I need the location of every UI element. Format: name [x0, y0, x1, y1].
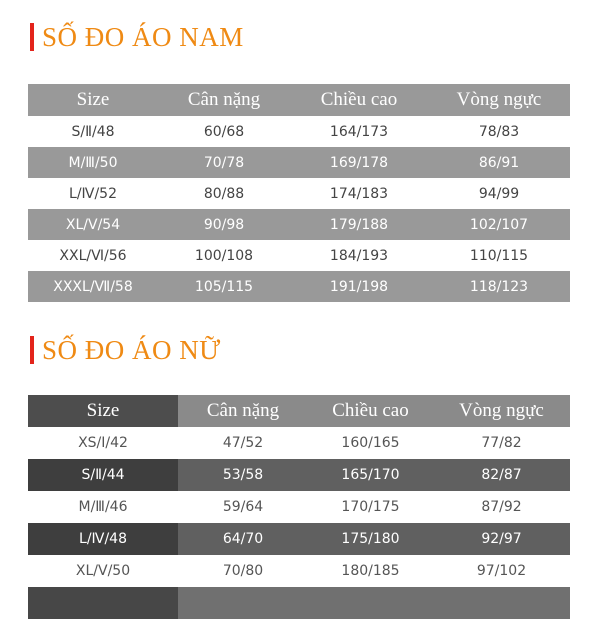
- cell-size: L/Ⅳ/48: [28, 523, 178, 555]
- cell-size: M/Ⅲ/50: [28, 147, 158, 178]
- table-row: [28, 178, 570, 209]
- header-height: Chiều cao: [308, 395, 433, 427]
- table-row: [28, 427, 570, 459]
- cell-chest: 86/91: [428, 147, 570, 178]
- cell-height: 164/173: [329, 123, 389, 140]
- table-header-row: [28, 395, 570, 427]
- table-row: [28, 459, 570, 491]
- cell-weight: 60/68: [203, 123, 245, 140]
- cell-chest: 92/97: [433, 523, 570, 555]
- cell-chest: 94/99: [478, 185, 520, 202]
- cell-height: 180/185: [341, 563, 400, 579]
- women-size-table: [28, 395, 570, 619]
- table-row: [28, 271, 570, 302]
- cell-height: 169/178: [290, 147, 428, 178]
- table-row: [28, 240, 570, 271]
- cell-weight: 47/52: [222, 435, 264, 451]
- table-row: [28, 523, 570, 555]
- men-section-title: [30, 22, 244, 52]
- cell-weight: 64/70: [178, 523, 308, 555]
- men-size-table: [28, 84, 570, 302]
- cell-chest: 118/123: [428, 271, 570, 302]
- men-title-text: SỐ ĐO ÁO NAM: [42, 21, 244, 52]
- women-section-title: [30, 335, 221, 365]
- cell-chest: 77/82: [481, 435, 522, 451]
- table-row: [28, 209, 570, 240]
- cell-weight: 70/78: [158, 147, 290, 178]
- table-row: [28, 555, 570, 587]
- header-weight: Cân nặng: [158, 84, 290, 116]
- cell-size: XS/Ⅰ/42: [78, 435, 128, 451]
- cell-size: XXL/Ⅵ/56: [59, 247, 127, 264]
- cell-size: S/Ⅱ/48: [71, 123, 115, 140]
- cell-weight: 70/80: [222, 563, 264, 579]
- table-row: [28, 116, 570, 147]
- header-chest: Vòng ngực: [433, 395, 570, 427]
- cell-height: 179/188: [290, 209, 428, 240]
- footer-cell: [178, 587, 570, 619]
- table-row: [28, 491, 570, 523]
- cell-weight: 100/108: [194, 247, 254, 264]
- cell-size: S/Ⅱ/44: [28, 459, 178, 491]
- cell-chest: 82/87: [433, 459, 570, 491]
- cell-size: XXXL/Ⅶ/58: [28, 271, 158, 302]
- header-weight: Cân nặng: [178, 395, 308, 427]
- cell-height: 160/165: [341, 435, 400, 451]
- cell-height: 170/175: [341, 499, 400, 515]
- cell-weight: 59/64: [222, 499, 264, 515]
- cell-size: M/Ⅲ/46: [78, 499, 128, 515]
- table-row: [28, 147, 570, 178]
- cell-height: 175/180: [308, 523, 433, 555]
- header-size: Size: [28, 84, 158, 116]
- cell-height: 191/198: [290, 271, 428, 302]
- header-chest: Vòng ngực: [428, 84, 570, 116]
- cell-chest: 78/83: [478, 123, 520, 140]
- header-size: Size: [28, 395, 178, 427]
- cell-weight: 53/58: [178, 459, 308, 491]
- header-height: Chiều cao: [290, 84, 428, 116]
- table-footer-bar: [28, 587, 570, 619]
- cell-chest: 110/115: [469, 247, 529, 264]
- cell-weight: 80/88: [203, 185, 245, 202]
- cell-chest: 87/92: [481, 499, 522, 515]
- cell-height: 174/183: [329, 185, 389, 202]
- cell-chest: 102/107: [428, 209, 570, 240]
- table-header-row: [28, 84, 570, 116]
- cell-weight: 105/115: [158, 271, 290, 302]
- cell-height: 184/193: [329, 247, 389, 264]
- title-accent-bar: [30, 336, 34, 364]
- footer-cell: [28, 587, 178, 619]
- cell-height: 165/170: [308, 459, 433, 491]
- cell-weight: 90/98: [158, 209, 290, 240]
- cell-chest: 97/102: [476, 563, 527, 579]
- cell-size: XL/Ⅴ/50: [75, 563, 131, 579]
- cell-size: XL/Ⅴ/54: [28, 209, 158, 240]
- title-accent-bar: [30, 23, 34, 51]
- women-title-text: SỐ ĐO ÁO NỮ: [42, 334, 221, 365]
- cell-size: L/Ⅳ/52: [69, 185, 117, 202]
